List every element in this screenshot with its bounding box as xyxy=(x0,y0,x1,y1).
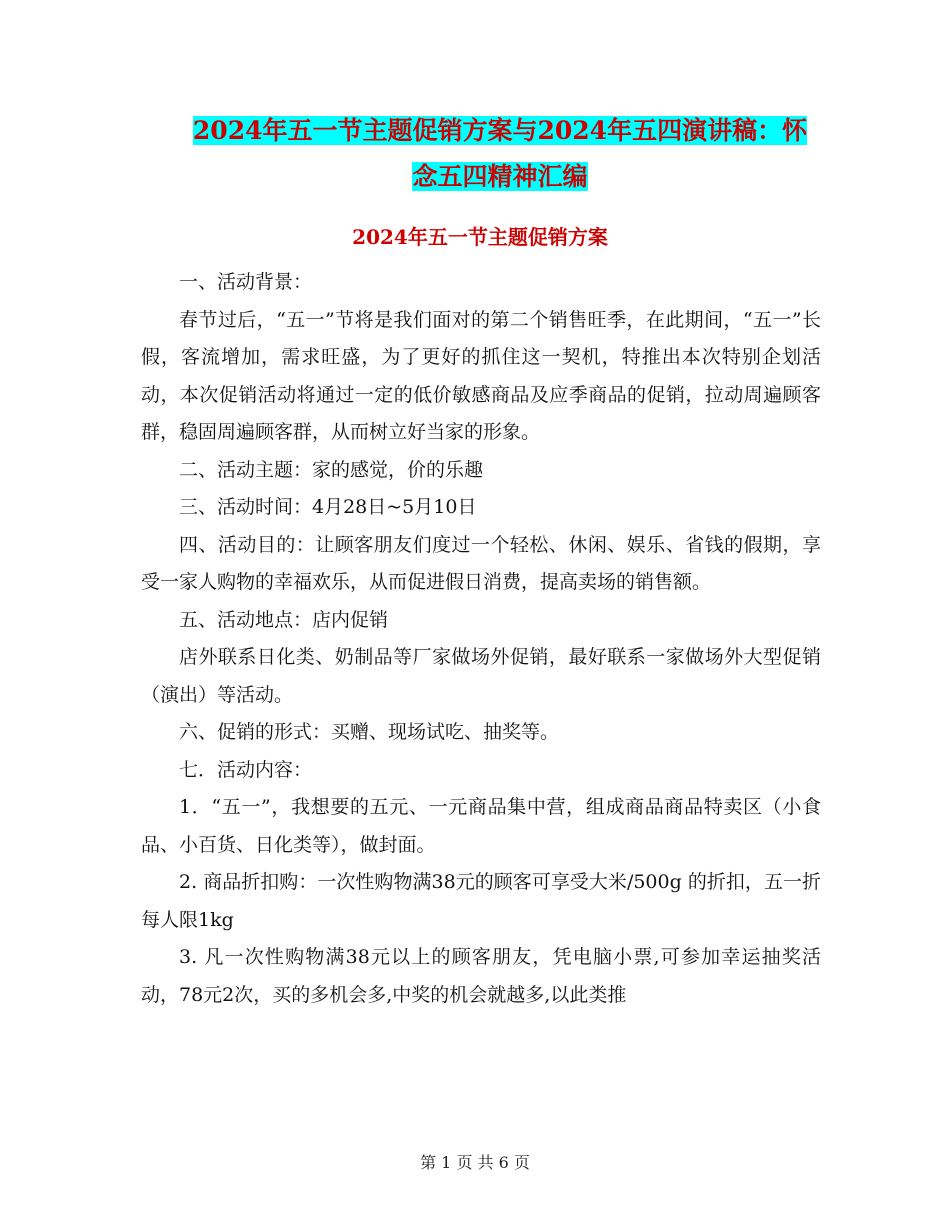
paragraph: 五、活动地点：店内促销 xyxy=(179,608,389,631)
title-line-2: 念五四精神汇编 xyxy=(412,162,588,191)
document-body xyxy=(141,264,821,1014)
paragraph: 3. 凡一次性购物满38元以上的顾客朋友，凭电脑小票,可参加幸运抽奖活动，78元2次，买的多机会多,中奖的机会就越多,以此类推 xyxy=(141,946,821,1006)
paragraph: 一、活动背景： xyxy=(179,271,313,293)
section-title: 2024年五一节主题促销方案 xyxy=(352,225,608,249)
paragraph: 四、活动目的：让顾客朋友们度过一个轻松、休闲、娱乐、省钱的假期，享受一家人购物的幸福欢乐，从而促进假日消费，提高卖场的销售额。 xyxy=(141,533,821,593)
paragraph: 1．“五一”，我想要的五元、一元商品集中营，组成商品商品特卖区（小食品、小百货、日化类等），做封面。 xyxy=(141,796,821,856)
title-line-1: 2024年五一节主题促销方案与2024年五四演讲稿：怀 xyxy=(192,116,808,145)
paragraph: 二、活动主题：家的感觉，价的乐趣 xyxy=(179,458,484,481)
paragraph: 春节过后，“五一”节将是我们面对的第二个销售旺季，在此期间，“五一”长假，客流增加，需求旺盛，为了更好的抓住这一契机，特推出本次特别企划活动，本次促销活动将通过一定的低价敏感商品及应季商品的促销，拉动周遍顾客群，稳固周遍顾客群，从而树立好当家的形象。 xyxy=(141,308,821,443)
page-footer: 第 1 页 共 6 页 xyxy=(420,1153,530,1172)
paragraph: 六、促销的形式：买赠、现场试吃、抽奖等。 xyxy=(179,721,560,743)
paragraph: 2. 商品折扣购：一次性购物满38元的顾客可享受大米/500g 的折扣，五一折每人限1kg xyxy=(141,871,821,931)
paragraph: 七．活动内容： xyxy=(179,758,313,781)
document-title xyxy=(140,108,860,200)
paragraph: 三、活动时间：4月28日~5月10日 xyxy=(179,496,477,518)
paragraph: 店外联系日化类、奶制品等厂家做场外促销，最好联系一家做场外大型促销（演出）等活动。 xyxy=(141,646,821,706)
